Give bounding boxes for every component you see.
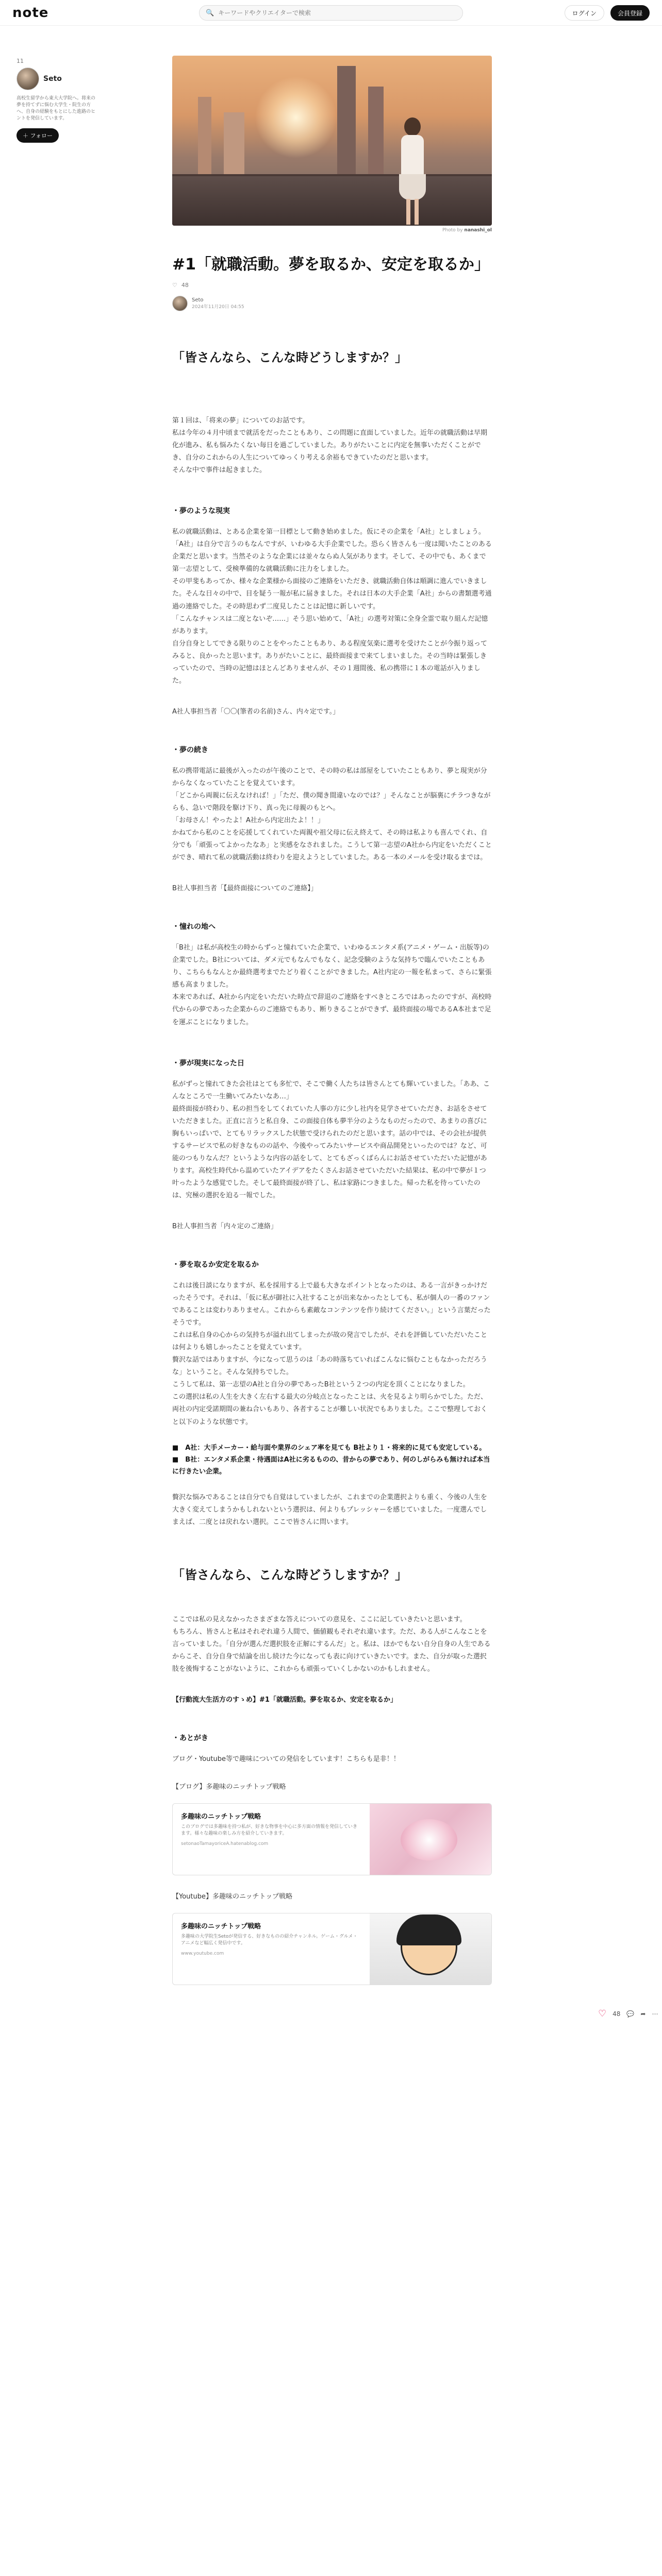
section-heading: ・夢の続き bbox=[172, 745, 208, 754]
afterword-text: ブログ・Youtube等で趣味についての発信をしています！こちらも是非！！ bbox=[172, 1755, 400, 1764]
author-name[interactable]: Seto bbox=[43, 75, 62, 83]
section-dream-reality bbox=[172, 505, 492, 716]
float-like-count: 48 bbox=[613, 2010, 621, 2018]
search-box[interactable] bbox=[199, 5, 463, 21]
credit-prefix: Photo by bbox=[442, 228, 463, 233]
article-main bbox=[172, 56, 492, 2014]
card-url: www.youtube.com bbox=[181, 1951, 224, 1957]
like-row bbox=[172, 282, 492, 289]
like-count: 48 bbox=[181, 282, 189, 289]
series-link[interactable]: 【行動流大生活方のすゝめ】#1「就職活動。夢を取るか、安定を取るか」 bbox=[172, 1696, 397, 1704]
section-paragraph: これは後日談になりますが、私を採用する上で最も大きなポイントとなったのは、ある一言がきっかけだったそうです。それは、「仮に私が御社に入社することが出来なかったとしても、私が個人の一番のファンであることは変わりありません。これからも素敵なコンテンツを作り続けてください。」という言葉だったそうです。 これは私自身の心からの気持ちが溢れ出てしまったが故の発言でしたが、それを評価していただいたことは何よりも嬉しかったことを覚えています。 贅沢な話ではありますが、今になって思うのは「あの時落ちていればこんなに悩むこともなかっただろうな」ということ。そんな気持ちでした。 こうして私は、第一志望のA社と自分の夢であったB社という２つの内定を頂くことになりました。 この選択は私の人生を大きく左右する最大の分岐点となったことは、火を見るより明らかでした。ただ、両社の内定受諾期間の兼ね合いもあり、各者することが難しい状況でもありました。ここで整理しておくと以下のような状態です。 bbox=[172, 1282, 491, 1426]
section-heading: ・夢を取るか安定を取るか bbox=[172, 1261, 259, 1269]
youtube-link-card[interactable] bbox=[172, 1913, 492, 1985]
card-description: このブログでは多趣味を持つ私が、好きな物事を中心に多方面の情報を発信していきます。様々な趣味の楽しみ方を紹介していきます。 bbox=[181, 1824, 358, 1837]
search-input[interactable] bbox=[218, 9, 456, 16]
heart-icon[interactable]: ♡ bbox=[598, 2008, 607, 2019]
credit-name[interactable]: nanashi_ol bbox=[464, 228, 492, 233]
section-paragraph: 「B社」は私が高校生の時からずっと憧れていた企業で、いわゆるエンタメ系(アニメ・ゲーム・出版等)の企業でした。B社については、ダメ元でもなんでもなく、記念受験のような気持ちで臨んでいたこともあり、こちらもなんとか最終選考までたどり着くことができました。A社内定の一報を私まって、さらに緊張感も高まりました。 本来であれば、A社から内定をいただいた時点で辞退のご連絡をすべきところではあったのですが、高校時代からの夢であった企業からのご連絡でもあり、断りきることができず、最終面接の場であるA本社まで足を運ぶことになりました。 bbox=[172, 944, 492, 1026]
card-title: 多趣味のニッチトップ戦略 bbox=[181, 1813, 261, 1821]
section-paragraph: 私の携帯電話に最後が入ったのが午後のことで、その時の私は部屋をしていたこともあり、夢と現実が分からなくなっていたことを覚えています。 「どこから両親に伝えなければ！」「ただ、僕の聞き間違いなのでは？」そんなことが脳裏にチラつきながらも、急いで階段を駆け下り、真っ先に母親のもとへ。 「お母さん！やったよ！A社から内定出たよ！！」 かねてから私のことを応援してくれていた両親や祖父母に伝え終えて、その時は私よりも喜んでくれ、自分でも「頑張ってよかったなあ」と実感をなされました。こうして第一志望のA社から内定をいただくことができ、晴れて私の就職活動は終わりを迎えようとしていました。ある一本のメールを受け取るまでは。 bbox=[172, 767, 492, 862]
author-name[interactable]: Seto bbox=[192, 297, 204, 303]
intro-paragraph: 第１回は、「将来の夢」についてのお話です。 私は今年の４月中頃まで就活をだったこともあり、この問題に直面していました。近年の就職活動は早期化が進み、私も悩みたくない毎日を過ごしていました。ありがたいことに内定を無事いただくことができ、自分のこれからの人生についてゆっくり考える余裕もできていたのだと思います。 そんな中で事件は起きました。 bbox=[172, 417, 488, 474]
sidebar-small-label: 11 bbox=[16, 58, 24, 64]
section-heading: ・夢が現実になった日 bbox=[172, 1059, 244, 1067]
follow-plus-icon: ＋ bbox=[23, 132, 28, 140]
section-paragraph: 私の就職活動は、とある企業を第一目標として動き始めました。仮にその企業を「A社」としましょう。「A社」は自分で言うのもなんですが、いわゆる大手企業でした。恐らく皆さんも一度は聞いたことのある企業だと思います。当然そのような企業には並々ならぬ人気があります。そして、その中でも、あくまで第一志望として、受検準備的な就職活動に注力をしました。 その甲斐もあってか、様々な企業様から面接のご連絡をいただき、就職活動自体は順調に進んでいきました。そんな日々の中で、目を疑う一報が私に届きました。それは日本の大手企業「A社」からの書類選考通過の連絡でした。その時思わず二度見したことは記憶に新しいです。 「こんなチャンスは二度とないぞ……」そう思い始めて、「A社」の選考対策に全身全霊で取り組んだ記憶があります。 自分自身としてできる限りのことをやったこともあり、ある程度気楽に選考を受けたことが今振り返ってみると、良かったと思います。ありがたいことに、最終面接まで来てしまいました。その当時は緊張しきっていたので、当時の記憶はほとんどありませんが、その１週間後、私の携帯に１本の電話が入りました。 bbox=[172, 528, 492, 685]
section-admired-place bbox=[172, 921, 492, 1028]
intro-section bbox=[172, 415, 492, 477]
publish-date: 2024年11月20日 04:55 bbox=[192, 304, 244, 310]
afterword-section bbox=[172, 1733, 492, 1985]
outro-question: 「皆さんなら、こんな時どうしますか？」 bbox=[172, 1567, 407, 1582]
section-dream-continued bbox=[172, 744, 492, 892]
card-description: 多趣味の大学院生Setoが発信する、好きなものの紹介チャンネル。ゲーム・グルメ・アニメなど幅広く発信中です。 bbox=[181, 1934, 358, 1946]
section-paragraph: 私がずっと憧れてきた会社はとても多忙で、そこで働く人たちは皆さんとても輝いていました。「ああ、こんなところで一生働いてみたいなあ…」 最終面接が終わり、私の担当をしてくれていた人事の方に少し社内を見学させていただき、お話をさせていただきました。正直に言うと私自身、この面接自体も夢半分のようなものだったので、あまりの喜びに胸もいっぱいで、とてもリラックスした状態で受けられたのだと思います。話の中では、その会社が提供するサービスで私の好きなものの話や、今後やってみたいサービスや商品開発といったのでは？など、可能のつもりなんだ？というような内容の話をして、とてもざっくばらんにお話させていただいた記憶があります。高校生時代から温めていたアイデアをたくさんお話させていただいた結果は、私の中で夢が１つ叶ったような感覚でした。そして最終面接が終了し、私は家路につきました。帰った私を待っていたのは、究極の選択を迫る一報でした。 bbox=[172, 1080, 490, 1199]
section-quote: B社人事担当者「【最終面接についてのご連絡】」 bbox=[172, 885, 318, 893]
section-quote: B社人事担当者「内々定のご連絡」 bbox=[172, 1223, 277, 1231]
top-bar bbox=[0, 0, 662, 26]
floating-actions bbox=[598, 2008, 658, 2019]
outro-section bbox=[172, 1614, 492, 1704]
outro-paragraph: ここでは私の見えなかったさまざまな答えについての意見を、ここに記していきたいと思います。 もちろん、皆さんと私はそれぞれ違う人間で、価値観もそれぞれ違います。ただ、ある人がこんなことを言っていました。「自分が選んだ選択肢を正解にするんだ」と。私は、ほかでもない自分自身の人生であるからこそ、自分自身で結論を出し続けた今になっても表に向けていきたいです。また、自分が取った選択肢を後悔することがないように、これからも頑張っていくしかないのかもしれません。 bbox=[172, 1615, 491, 1673]
avatar[interactable] bbox=[16, 67, 39, 90]
blog-link-card[interactable] bbox=[172, 1803, 492, 1875]
article-author[interactable] bbox=[172, 296, 492, 311]
card-thumbnail bbox=[370, 1804, 491, 1875]
follow-button-label: フォロー bbox=[30, 132, 53, 140]
comparison-list: ■ A社：大手メーカー・給与面や業界のシェア率を見ても B社より１・将来的に見ても安定している。 ■ B社：エンタメ系企業・待遇面はA社に劣るものの、昔からの夢であり、何のしがらみも無ければ本当に行きたい企業。 bbox=[172, 1444, 490, 1476]
note-logo[interactable]: note bbox=[12, 5, 49, 21]
intro-question: 「皆さんなら、こんな時どうしますか？」 bbox=[172, 350, 407, 365]
author-bio: 高校生留学から東大大学院へ。将来の夢を持てずに悩む大学生・院生の方へ、自身の経験をもとにした進路のヒントを発信しています。 bbox=[16, 96, 96, 122]
more-icon[interactable]: ⋯ bbox=[652, 2010, 658, 2018]
photo-credit bbox=[172, 228, 492, 233]
author-sidebar bbox=[16, 58, 99, 143]
signup-button[interactable]: 会員登録 bbox=[610, 5, 650, 21]
card-thumbnail bbox=[370, 1913, 491, 1985]
youtube-label: 【Youtube】多趣味のニッチトップ戦略 bbox=[172, 1893, 293, 1901]
follow-button[interactable] bbox=[16, 128, 59, 143]
login-button[interactable]: ログイン bbox=[565, 5, 604, 21]
card-url: setonaoTamayoriceA.hatenablog.com bbox=[181, 1841, 269, 1847]
section-quote: A社人事担当者「〇〇(筆者の名前)さん、内々定です。」 bbox=[172, 707, 340, 716]
article-title: #1「就職活動。夢を取るか、安定を取るか」 bbox=[172, 256, 490, 274]
blog-label: 【ブログ】多趣味のニッチトップ戦略 bbox=[172, 1783, 286, 1791]
section-heading: ・憧れの地へ bbox=[172, 923, 216, 931]
section-heading: ・夢のような現実 bbox=[172, 507, 230, 516]
avatar[interactable] bbox=[172, 296, 188, 311]
search-icon: 🔍 bbox=[206, 9, 214, 17]
hero-image bbox=[172, 56, 492, 226]
article-body bbox=[172, 347, 492, 1985]
section-heading: ・あとがき bbox=[172, 1734, 208, 1743]
section-paragraph: 贅沢な悩みであることは自分でも自覚はしていましたが、これまでの企業選択よりも重く、今後の人生を大きく変えてしまうかもしれないという選択は、何よりもプレッシャーを感じていました。一度選んでしまえば、二度とは戻れない選択。ここで皆さんに問います。 bbox=[172, 1493, 487, 1526]
section-dream-or-stability bbox=[172, 1259, 492, 1529]
heart-outline-icon[interactable]: ♡ bbox=[172, 282, 177, 289]
section-dream-come-true bbox=[172, 1058, 492, 1230]
card-title: 多趣味のニッチトップ戦略 bbox=[181, 1923, 261, 1931]
share-icon[interactable]: ➦ bbox=[640, 2010, 646, 2018]
comment-icon[interactable]: 💬 bbox=[626, 2010, 635, 2018]
